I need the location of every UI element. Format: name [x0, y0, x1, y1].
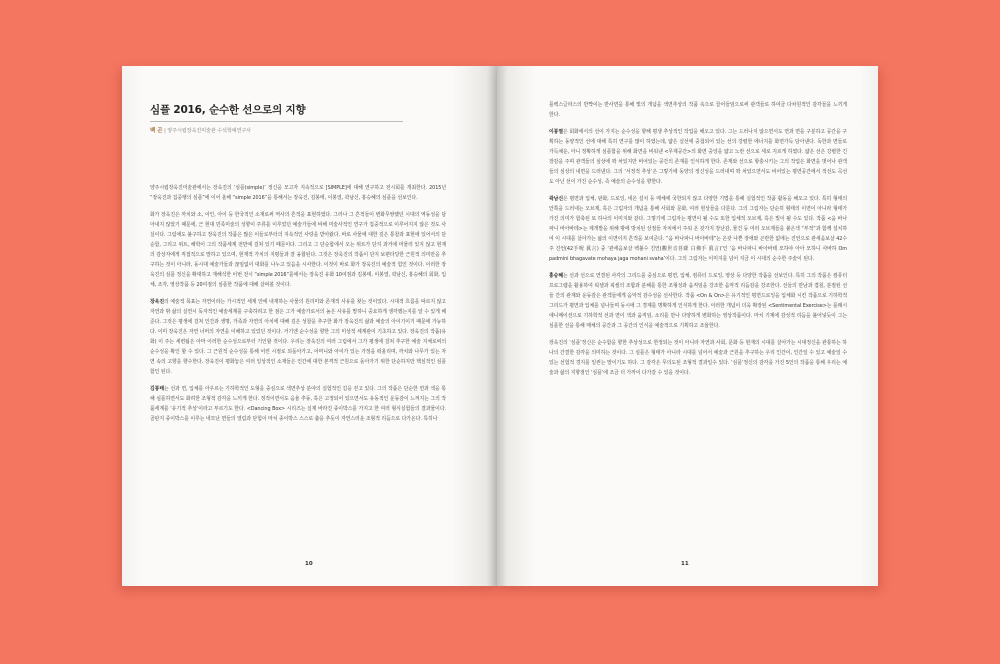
paragraph: 플렉스글라스의 반짝이는 반사면을 통해 빛의 개념을 색면추상의 작품 속으로 끌어들임으로써 관객들로 하여금 다차원적인 감각들을 느끼게 한다.: [549, 102, 847, 118]
open-book: [122, 66, 878, 586]
author-name: 백 곤: [150, 128, 163, 134]
paragraph: 장욱진의 ‘심플’정신은 순수함을 향한 추상성으로 한정되는 것이 아니라 자연과 사회, 문화 등 현재의 시대를 살아가는 시대정신을 관통하는 하나의 간결한 감각을 의미하는 것이다. 그 심플은 형태가 아니라 시대를 넘어서 예술과 근원을 추구하는 우리 인간이, 인간일 수 있고 예술일 수 있는 선험적 경지를 일컫는 말이기도 하다. 그 감각은 무의도된 조형적 결과일수 있다. ‘심플’정신의 감각을 가진 5인의 작품을 통해 우리는 예술과 삶의 지향점인 ‘심플’에 조금 더 가까이 다가갈 수 있을 것이다.: [549, 340, 847, 376]
paragraph: 김봉태는 선과 면, 입체를 아우르는 기하학적인 도형을 중심으로 색면추상 분야의 실험적인 길을 걷고 있다. 그의 작품은 단순한 면과 색을 통해 심플하면서도 화려한 조형적 감각을 느끼게 한다. 정적이면서도 음율 추동, 혹은 고정되어 있으면서도 유동적인 운동감이 느껴지는 그의 작품세계를 ‘유기적 추상’이라고 부르기도 한다. <Dancing Box> 시리즈는 실제 바라진 종이박스를 가지고 한 여러 형식실험들의 결과물이다. 골판지 종이박스를 이루는 네모난 면들의 열림과 닫힘이 마치 종이박스 스스로 춤을 추듯이 자연스러운 조형적 리듬으로 다가온다. 특히나: [150, 386, 446, 422]
artist-name-lead: 곽남신: [549, 196, 564, 202]
paragraph: 홍승혜는 선과 선으로 연결된 사각의 그리드를 중심으로 평면, 입체, 컴퓨터 드로잉, 영상 등 다양한 작품을 선보인다. 특히 그의 작품은 컴퓨터 프로그램을 활용하여 픽셀과 픽셀의 조합과 분해를 통한 조형성과 움직임을 강조한 음악적 리듬감을 강조한다. 선들의 만남과 겹침, 분절된 선들 간의 관계와 운동감은 관객들에게 음악적 감수성을 선사한다. 작품 <On & On>은 유기적인 평면드로잉을 입체화 시킨 작품으로 기하학적 그리드가 평면과 입체를 넘나들며 동시에 그 경계를 명확하게 인식하게 한다. 이러한 개념이 더욱 확장된 <Sentimental Exercise>는 플래시 애니메이션으로 기하학적 선과 면이 색과 움직임, 소리를 만나 다양하게 변화하는 영상작품이다. 마치 기계에 감성적 리듬을 불어넣듯이 그는 심플한 선을 통해 매체의 공간과 그 공간의 인식을 예술적으로 기획하고 조율한다.: [549, 273, 847, 329]
artist-name-lead: 홍승혜: [549, 273, 564, 279]
page-number: 11: [681, 561, 689, 567]
paragraph: 장욱진의 예술적 목표는 자연이라는 가시적인 세계 안에 내재하는 사물의 원리미와 존재적 사유를 찾는 것이었다. 시대적 흐름을 따르지 않고 자연과 밖 삶의 실연시 독자적인 예술세계를 구축하려고 한 점은 그가 예술가로서의 높은 사유를 말하니 중요하게 생각했는지를 알 수 있게 해준다. 그것은 평생에 걸쳐 인간과 생명, 가족과 자연의 아치에 대해 깊은 성찰을 추구한 화가 장욱진의 삶과 예술의 아이기이기 때문에 가능하다. 이미 장욱진은 자연 너머의 자연을 이해하고 있었던 것이다. 거기엔 순수성을 향한 그의 미상적 세계관이 기초하고 있다. 장욱진의 작품(유화) 이 주는 세련됨은 아마 이러한 순수성으로부터 기인할 것이다. 우리는 장욱진의 여러 그림에서 그가 평생에 걸쳐 추구한 예술 지체로써의 순수성을 확인 할 수 있다. 그 근원적 순수성을 통해 어린 시절로 되돌아가고, 어머니와 아이가 있는 가정을 떠올리며, 까치와 나무가 있는 자연 속의 고향을 향수한다. 장욱진이 평화놓은 여러 일상적인 소재들은 인간에 대한 본격적 근원으로 돌아가기 위한 단순하지만 핵심적인 심플함인 된다.: [150, 299, 446, 375]
book-gutter-shadow: [487, 66, 507, 586]
right-page: [497, 66, 878, 586]
paragraph: 곽남신은 평면과 입체, 판화, 드로잉, 네온 설치 등 매체에 국한되지 않고 다양한 기법을 통해 실험적인 작품 활동을 해오고 있다. 특히 형태의 안쪽을 드러내는 오브제, 혹은 그림자의 개념을 통해 사회와 문화, 여러 현상들을 다룬다. 그의 그림자는 단순히 형태의 이면이 아니라 형태가 가진 의미가 함축된 또 하나의 이미지와 같다. 그렇기에 그림자는 평면이 될 수도 또한 입체적 오브제, 혹은 빛이 될 수도 있다. 작품 <옴 바나파니 바아바테>는 제개발을 위해 밖에 방치된 상점들 자치에서 주워 온 갖가지 장난감, 물건 등 여러 오브제들을 붙은색 “부적”과 함께 설치하여 이 시대를 살아가는 삶의 이면이지 흔적을 보여준다. “옴 바나파니 바아바테”는 온갖 나쁜 장애와 곤란한 없애는 진언으로 관세음보살 42수주 진언(42手呪 眞言) 중 ‘관세음보살 백불수 진언(觀世音菩薩 白佛手 眞言)’인 ‘옴 바나파니 바아바테 모하야 아아 모하니 사바하 Om padmini bhagavate mohaya jaga mohani svaha’이다. 그의 그림자는 이미지를 넘어 지금 이 시대의 순수한 주술이 된다.: [549, 196, 847, 262]
left-body-text: [150, 183, 446, 431]
paragraph: 화가 장욱진은 까치와 소, 어인, 아이 등 한국적인 소재로써 역사의 흔적을 표현하였다. 그러나 그 흔적들이 변화무쌍했던 시대의 역동성을 담아내지 않았기 때문에, 근 현대 민족미술의 성향이 주류를 이루었던 예술가들에 비해 미술사적인 연구가 집중적으로 이루어지지 않은 것도 사실이다. 그럼에도 불구하고 장욱진의 작품은 많은 이들로부터의 지속적인 사랑을 받아왔다. 바로 사물에 대한 깊은 통찰과 표현에 있어서의 단순함, 그리고 위트, 해학이 그의 작품세계 전반에 걸쳐 있기 때문이다. 그리고 그 단순함에서 오는 위트가 단지 과거에 머물러 있지 않고 현재의 감상자에게 직접적으로 말하고 있으며, 현재적 가치의 지평들과 잘 융합된다. 그것은 장욱진의 작품이 단지 보편타당한 근원적 의미만을 추구하는 것이 아니라, 동시대 예술가들과 끊임없이 대화를 나누고 있음을 시사한다. 이것이 바로 화가 장욱진의 예술적 힘인 것이다. 이러한 장욱진의 심플 정신을 확대하고 재해석한 이번 전시 “simple 2016”를에서는 장욱진 유화 10여점과 김봉태, 이봉열, 곽남신, 홍승혜의 회화, 입체, 조각, 영상작품 등 20여점의 심플한 작품에 대해 살펴볼 것이다.: [150, 212, 446, 288]
page-number: 10: [305, 561, 313, 567]
left-page: [122, 66, 497, 586]
author-affiliation: 양주시립장욱진미술관 수석학예연구사: [167, 128, 252, 134]
author-separator: |: [164, 128, 166, 134]
author-line: [150, 126, 251, 134]
artist-name-lead: 장욱진: [150, 299, 165, 305]
title-divider: [150, 121, 403, 122]
right-body-text: [549, 100, 847, 385]
article-title: 심플 2016, 순수한 선으로의 지향: [150, 104, 306, 116]
artist-name-lead: 김봉태: [150, 386, 165, 392]
paragraph: 이봉열은 회화에서의 선이 가지는 순수성을 향해 평생 추상적인 작업을 해오고 있다. 그는 드러나지 않으면서도 면과 면을 구분하고 공간을 구획하는 동양적인 선에 대해 특히 연구를 많이 하였는데, 얇은 실선에 중첩되어 있는 선의 강렬한 에너지를 화면가득 담아낸다. 독한과 면들로 가득채운, 아니 정확하게 심플함을 위해 화면을 비워낸 <무제공간>의 화면 중앙을 얇고 노란 선으로 세로 지르게 하였다. 얇은 선은 강렬한 긴장감을 주며 관객들의 심상에 꽉 차있지만 비어있는 공간의 존재를 인식하게 한다. 존재와 선으로 항충시키는 그의 작업은 화면을 벗어나 관객들의 심상의 내면을 드러낸다. 그의 ‘서정적 추상’은 그렇기에 동양의 정신성을 드러내며 꽉 차있으면서도 비어있는 평면공간에서 적선도 곡선도 아닌 선이 가진 순수성, 즉 예술의 순수성을 향한다.: [549, 129, 847, 185]
paragraph: 양주시립장욱진미술관에서는 장욱진의 ‘심플(simple)’ 정신을 모고자 지속적으로 [SIMPLE]에 대해 연구하고 전시회를 개최한다. 2015년 “장욱진과 집중행의 심플”에 이어 올해 “simple 2016”을 통해서는 장욱진, 김봉태, 이봉열, 곽남신, 홍승혜의 심플을 선보인다.: [150, 185, 446, 201]
artist-name-lead: 이봉열: [549, 129, 564, 135]
